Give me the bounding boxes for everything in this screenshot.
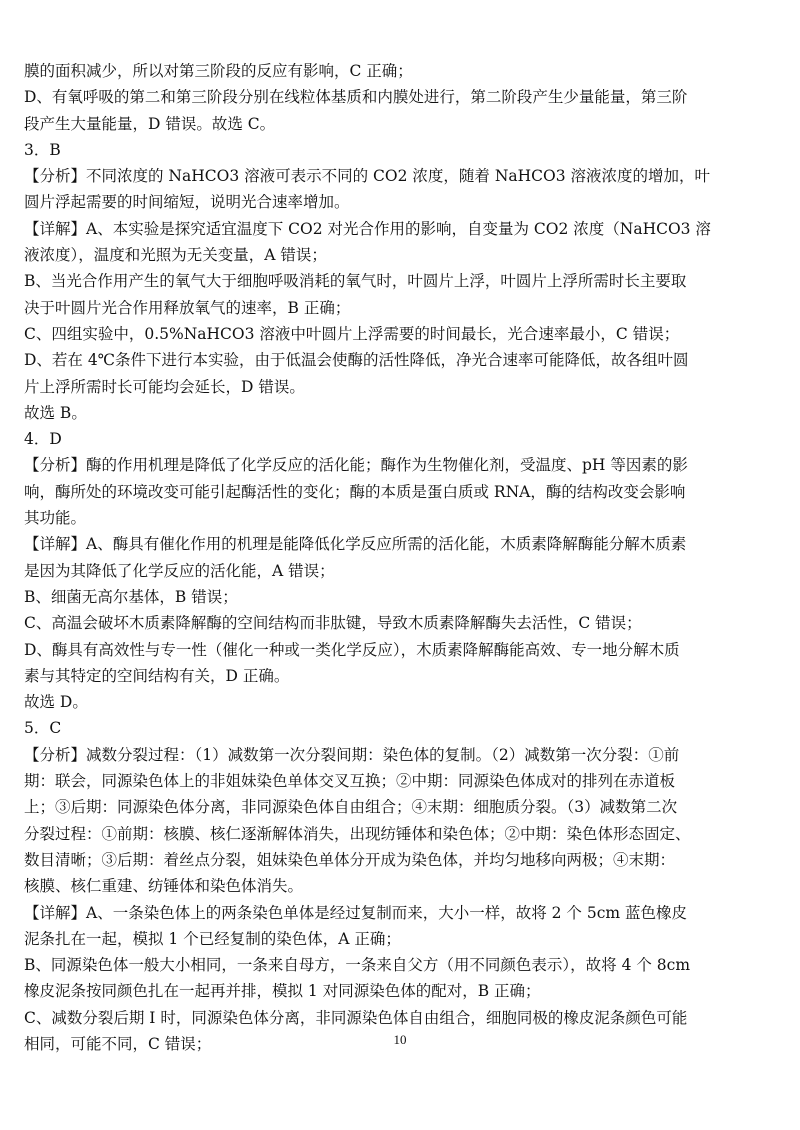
text-line: 泥条扎在一起，模拟 1 个已经复制的染色体，A 正确； xyxy=(24,929,401,948)
text-line: 决于叶圆片光合作用释放氧气的速率，B 正确； xyxy=(24,298,351,317)
text-line: B、细菌无高尔基体，B 错误； xyxy=(24,587,238,606)
text-line: 【分析】减数分裂过程：（1）减数第一次分裂间期：染色体的复制。（2）减数第一次分裂：①前 xyxy=(24,745,680,764)
text-line: 段产生大量能量，D 错误。故选 C。 xyxy=(24,114,276,133)
text-line: 数目清晰；③后期：着丝点分裂，姐妹染色单体分开成为染色体，并均匀地移向两极；④末期： xyxy=(24,850,676,869)
text-line: 片上浮所需时长可能均会延长，D 错误。 xyxy=(24,377,305,396)
text-line: D、若在 4℃条件下进行本实验，由于低温会使酶的活性降低，净光合速率可能降低，故各组叶圆 xyxy=(24,351,689,370)
text-line: 【详解】A、一条染色体上的两条染色单体是经过复制而来，大小一样，故将 2 个 5cm 蓝色橡皮 xyxy=(24,903,688,922)
text-line: 是因为其降低了化学反应的活化能，A 错误； xyxy=(24,561,335,580)
document-body xyxy=(24,58,776,1057)
text-line: 期：联会，同源染色体上的非姐妹染色单体交叉互换；②中期：同源染色体成对的排列在赤道板 xyxy=(24,772,676,791)
text-line: C、高温会破坏木质素降解酶的空间结构而非肽键，导致木质素降解酶失去活性，C 错误； xyxy=(24,614,642,633)
text-line: 故选 D。 xyxy=(24,693,88,712)
text-line: 橡皮泥条按同颜色扎在一起再并排，模拟 1 对同源染色体的配对，B 正确； xyxy=(24,982,541,1001)
text-line: 膜的面积减少，所以对第三阶段的反应有影响，C 正确； xyxy=(24,62,413,80)
text-line: C、四组实验中，0.5%NaHCO3 溶液中叶圆片上浮需要的时间最长，光合速率最小，C 错误； xyxy=(24,324,680,343)
text-line: 核膜、核仁重建、纺锤体和染色体消失。 xyxy=(24,877,304,896)
text-line: 故选 B。 xyxy=(24,403,87,422)
text-line: 其功能。 xyxy=(24,509,87,528)
text-line: B、当光合作用产生的氧气大于细胞呼吸消耗的氧气时，叶圆片上浮，叶圆片上浮所需时长主要取 xyxy=(24,272,687,291)
text-line: 响，酶所处的环境改变可能引起酶活性的变化；酶的本质是蛋白质或 RNA，酶的结构改变会影响 xyxy=(24,482,686,501)
text-line: B、同源染色体一般大小相同，一条来自母方，一条来自父方（用不同颜色表示），故将 4 个 8cm xyxy=(24,956,691,975)
text-line: 【分析】酶的作用机理是降低了化学反应的活化能；酶作为生物催化剂，受温度、pH 等因素的影 xyxy=(24,456,688,475)
question-number: 3．B xyxy=(24,140,61,159)
text-line: 【详解】A、本实验是探究适宜温度下 CO2 对光合作用的影响，自变量为 CO2 浓度（NaHCO3 溶 xyxy=(24,219,711,238)
text-line: 【分析】不同浓度的 NaHCO3 溶液可表示不同的 CO2 浓度，随着 NaHCO3 溶液浓度的增加，叶 xyxy=(24,167,710,186)
text-line: 相同，可能不同，C 错误； xyxy=(24,1034,212,1053)
text-line: 素与其特定的空间结构有关，D 正确。 xyxy=(24,666,290,685)
text-line: D、有氧呼吸的第二和第三阶段分别在线粒体基质和内膜处进行，第二阶段产生少量能量，第三阶 xyxy=(24,88,688,107)
text-line: C、减数分裂后期 I 时，同源染色体分离，非同源染色体自由组合，细胞同极的橡皮泥条颜色可能 xyxy=(24,1008,688,1027)
page-number: 10 xyxy=(393,1032,407,1047)
question-number: 5．C xyxy=(24,719,62,738)
text-line: 分裂过程：①前期：核膜、核仁逐渐解体消失，出现纺锤体和染色体；②中期：染色体形态固定、 xyxy=(24,824,691,843)
text-line: 上；③后期：同源染色体分离，非同源染色体自由组合；④末期：细胞质分裂。（3）减数第二次 xyxy=(24,798,678,817)
text-line: D、酶具有高效性与专一性（催化一种或一类化学反应），木质素降解酶能高效、专一地分解木质 xyxy=(24,640,680,659)
text-line: 液浓度），温度和光照为无关变量，A 错误； xyxy=(24,246,327,265)
question-number: 4．D xyxy=(24,430,62,449)
text-line: 圆片浮起需要的时间缩短，说明光合速率增加。 xyxy=(24,193,350,212)
text-line: 【详解】A、酶具有催化作用的机理是能降低化学反应所需的活化能，木质素降解酶能分解木质素 xyxy=(24,535,687,554)
